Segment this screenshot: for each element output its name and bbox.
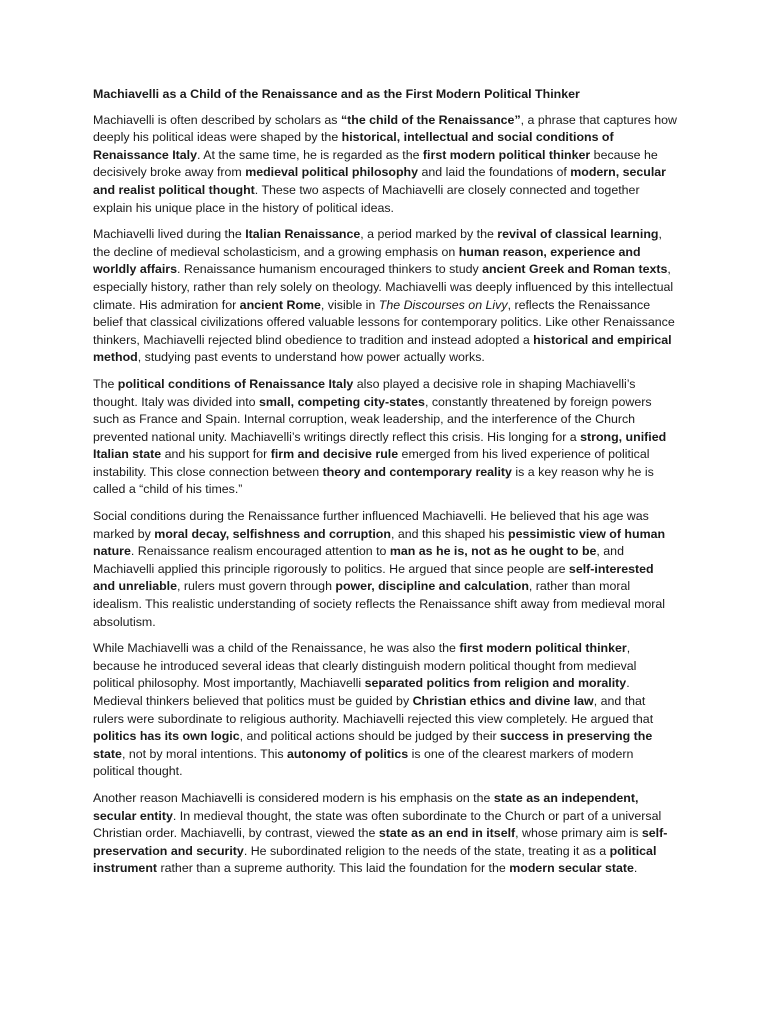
bold-phrase: autonomy of politics — [287, 746, 409, 761]
bold-phrase: historical and empirical method — [93, 332, 672, 365]
text-run: , not by moral intentions. This — [121, 746, 287, 761]
bold-phrase: state as an end in itself — [378, 826, 516, 841]
text-run: , especially history, rather than rely solely on theology. Machiavelli was deeply influenced by this intellectual climate. His admiration for — [93, 262, 674, 312]
text-run: , because he introduced several ideas that clearly distinguish modern political thought from medieval political philosophy. Most importantly, Machiavelli — [93, 641, 637, 691]
paragraph — [93, 790, 677, 878]
document-title: Machiavelli as a Child of the Renaissance and as the First Modern Political Thinker — [93, 87, 580, 101]
text-run: , a period marked by the — [360, 227, 498, 242]
bold-phrase: political conditions of Renaissance Italy — [117, 376, 354, 391]
text-run: , studying past events to understand how power actually works. — [137, 350, 485, 365]
text-run: . Renaissance humanism encouraged thinkers to study — [177, 262, 483, 277]
text-run: , rulers must govern through — [177, 579, 336, 594]
document-body — [93, 112, 677, 878]
text-run: is a key reason why he is called a “child of his times.” — [93, 464, 654, 497]
bold-phrase: power, discipline and calculation — [335, 579, 529, 594]
document-page — [93, 86, 677, 887]
text-run: because he decisively broke away from — [93, 147, 658, 180]
text-run: , rather than moral idealism. This realistic understanding of society reflects the Renaissance shift away from medieval moral absolutism. — [93, 579, 666, 629]
bold-phrase: self-preservation and security — [93, 826, 668, 858]
text-run: . In medieval thought, the state was often subordinate to the Church or part of a universal Christian order. Machiavelli, by contrast, viewed the — [93, 808, 662, 841]
bold-phrase: politics has its own logic — [93, 729, 240, 744]
text-run: , whose primary aim is — [515, 826, 642, 841]
text-run: emerged from his lived experience of political instability. This close connection between — [93, 447, 650, 479]
bold-phrase: “the child of the Renaissance” — [340, 112, 521, 127]
bold-phrase: revival of classical learning — [497, 227, 659, 242]
bold-phrase: self-interested and unreliable — [93, 561, 654, 594]
bold-phrase: first modern political thinker — [459, 641, 627, 656]
text-run: , and Machiavelli applied this principle rigorously to politics. He argued that since people are — [93, 544, 624, 576]
text-run: , the decline of medieval scholasticism, and a growing emphasis on — [93, 227, 662, 259]
text-run: , a phrase that captures how deeply his political ideas were shaped by the — [93, 112, 678, 145]
text-run: . He subordinated religion to the needs of the state, treating it as a — [243, 843, 610, 858]
bold-phrase: state as an independent, secular entity — [93, 790, 639, 823]
bold-phrase: medieval political philosophy — [245, 165, 419, 180]
bold-phrase: political instrument — [93, 843, 657, 876]
bold-phrase: pessimistic view of human nature — [93, 526, 666, 559]
text-run: , and political actions should be judged by their — [239, 729, 501, 744]
text-run: Machiavelli is often described by scholars as — [93, 112, 341, 127]
bold-phrase: small, competing city-states — [259, 394, 425, 409]
bold-phrase: ancient Greek and Roman texts — [482, 262, 668, 277]
text-run: is one of the clearest markers of modern political thought. — [93, 746, 634, 779]
italic-title: The Discourses on Livy — [378, 297, 508, 312]
text-run: The — [93, 376, 118, 391]
text-run: , constantly threatened by foreign powers such as France and Spain. Internal corruption, weak leadership, and the interference of the Church prevented national unity. Machiavelli’s writings directly reflect this crisis. His longing for a — [93, 394, 652, 444]
bold-phrase: separated politics from religion and morality — [364, 676, 627, 691]
bold-phrase: ancient Rome — [239, 297, 321, 312]
bold-phrase: Italian Renaissance — [245, 227, 361, 242]
bold-phrase: man as he is, not as he ought to be — [389, 544, 597, 559]
bold-phrase: moral decay, selfishness and corruption — [154, 526, 391, 541]
text-run: , and this shaped his — [390, 526, 509, 541]
bold-phrase: success in preserving the state — [93, 729, 653, 761]
paragraph — [93, 226, 677, 367]
text-run: , and that rulers were subordinate to religious authority. Machiavelli rejected this view completely. He argued that — [93, 694, 654, 726]
bold-phrase: theory and contemporary reality — [322, 464, 512, 479]
bold-phrase: historical, intellectual and social conditions of Renaissance Italy — [93, 130, 614, 162]
text-run: , reflects the Renaissance belief that classical civilizations offered valuable lessons for contemporary politics. Like other Renaissance thinkers, Machiavelli rejected blind obedience to tradition and instead adopted a — [93, 297, 675, 347]
text-run: also played a decisive role in shaping Machiavelli’s thought. Italy was divided into — [93, 376, 636, 409]
text-run: While Machiavelli was a child of the Renaissance, he was also the — [93, 641, 460, 656]
bold-phrase: strong, unified Italian state — [93, 429, 667, 462]
paragraph — [93, 112, 677, 218]
text-run: . These two aspects of Machiavelli are closely connected and together explain his unique place in the history of political ideas. — [93, 182, 640, 215]
paragraph — [93, 508, 677, 631]
text-run: Machiavelli lived during the — [93, 227, 246, 242]
bold-phrase: modern secular state — [509, 861, 634, 876]
text-run: Social conditions during the Renaissance further influenced Machiavelli. He believed that his age was marked by — [93, 509, 649, 541]
text-run: . Renaissance realism encouraged attention to — [130, 544, 390, 559]
bold-phrase: firm and decisive rule — [270, 447, 399, 462]
text-run: , visible in — [320, 297, 379, 312]
bold-phrase: modern, secular and realist political thought — [93, 165, 666, 197]
text-run: and his support for — [161, 447, 271, 462]
paragraph — [93, 376, 677, 499]
text-run: . At the same time, he is regarded as the — [197, 147, 423, 162]
text-run: and laid the foundations of — [418, 165, 571, 180]
text-run: . — [633, 861, 638, 876]
bold-phrase: Christian ethics and divine law — [412, 694, 594, 708]
text-run: rather than a supreme authority. This laid the foundation for the — [157, 861, 510, 876]
bold-phrase: human reason, experience and worldly affairs — [93, 244, 641, 277]
bold-phrase: first modern political thinker — [422, 147, 591, 162]
paragraph — [93, 640, 677, 781]
text-run: Another reason Machiavelli is considered modern is his emphasis on the — [93, 790, 494, 805]
text-run: . Medieval thinkers believed that politics must be guided by — [93, 676, 630, 708]
